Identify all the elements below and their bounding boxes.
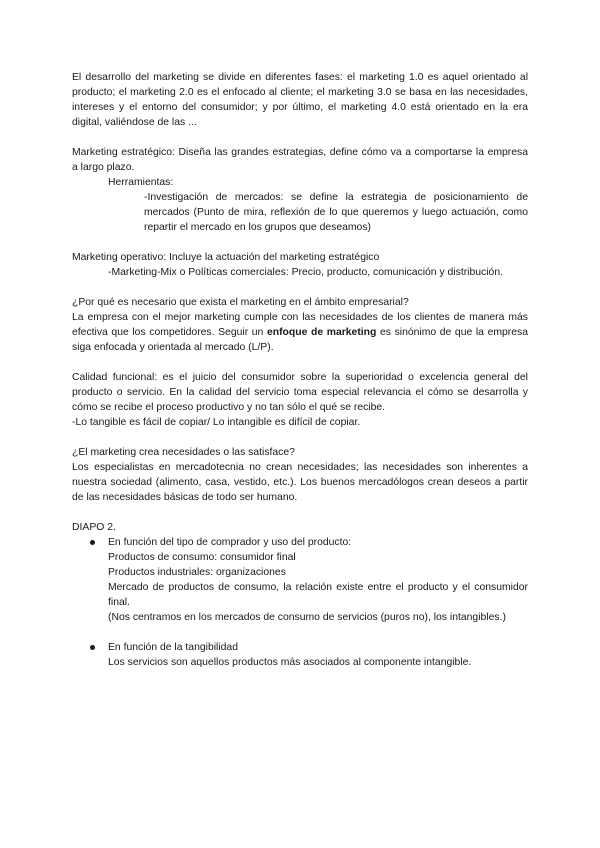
tangible-intangible-line: -Lo tangible es fácil de copiar/ Lo intangible es difícil de copiar. xyxy=(72,417,361,428)
bullet-line: Productos industriales: organizaciones xyxy=(108,567,286,578)
bullet-icon xyxy=(90,645,95,650)
bullet-line: Los servicios son aquellos productos más asociados al componente intangible. xyxy=(108,657,472,668)
marketing-operativo-paragraph: Marketing operativo: Incluye la actuación del marketing estratégico xyxy=(72,252,380,263)
answer-part-2: es sinónimo de que la empresa siga enfocada y orientada al mercado (L/P). xyxy=(72,327,528,353)
investigacion-mercados-paragraph: -Investigación de mercados: se define la estrategia de posicionamiento de mercados (Punto de mira, reflexión de lo que queremos y luego actuación, como repartir el mercado en los grupos que deseamos) xyxy=(144,192,528,233)
answer-bold-term: enfoque de marketing xyxy=(266,327,377,338)
diapo-bullet-list xyxy=(72,535,528,670)
answer-part-1: La empresa con el mejor marketing cumple con las necesidades de los clientes de manera más efectiva que los competidores. Seguir un xyxy=(72,312,528,338)
bullet-line: Mercado de productos de consumo, la relación existe entre el producto y el consumidor final. xyxy=(108,582,528,608)
question-marketing-necesario: ¿Por qué es necesario que exista el marketing en el ámbito empresarial? xyxy=(72,297,409,308)
list-item xyxy=(72,640,528,670)
list-item xyxy=(72,535,528,640)
calidad-funcional-paragraph: Calidad funcional: es el juicio del consumidor sobre la superioridad o excelencia general del producto o servicio. En la calidad del servicio toma especial relevancia el cómo se desarrolla y cómo se recibe el proceso productivo y no tan sólo el qué se recibe. xyxy=(72,372,528,413)
question-crea-necesidades: ¿El marketing crea necesidades o las satisface? xyxy=(72,447,295,458)
diapo-heading: DIAPO 2. xyxy=(72,522,116,533)
answer-marketing-necesario xyxy=(72,310,528,355)
answer-crea-necesidades: Los especialistas en mercadotecnia no crean necesidades; las necesidades son inherentes a nuestra sociedad (alimento, casa, vestido, etc.). Los buenos mercadólogos crean deseos a partir de las necesidades básicas de todo ser humano. xyxy=(72,462,528,503)
bullet-line: Productos de consumo: consumidor final xyxy=(108,552,296,563)
marketing-mix-paragraph: -Marketing-Mix o Políticas comerciales: Precio, producto, comunicación y distribución. xyxy=(108,267,503,278)
bullet-icon xyxy=(90,540,95,545)
marketing-estrategico-paragraph: Marketing estratégico: Diseña las grandes estrategias, define cómo va a comportarse la empresa a largo plazo. xyxy=(72,147,528,173)
bullet-label: En función de la tangibilidad xyxy=(108,642,238,653)
herramientas-label: Herramientas: xyxy=(108,177,174,188)
document-body xyxy=(72,70,528,670)
bullet-line: (Nos centramos en los mercados de consumo de servicios (puros no), los intangibles.) xyxy=(108,612,506,623)
bullet-label: En función del tipo de comprador y uso del producto: xyxy=(108,537,352,548)
intro-paragraph: El desarrollo del marketing se divide en diferentes fases: el marketing 1.0 es aquel orientado al producto; el marketing 2.0 es el enfocado al cliente; el marketing 3.0 se basa en las necesidades, intereses y el entorno del consumidor; y por último, el marketing 4.0 está orientado en la era digital, valiéndose de las ... xyxy=(72,72,528,128)
